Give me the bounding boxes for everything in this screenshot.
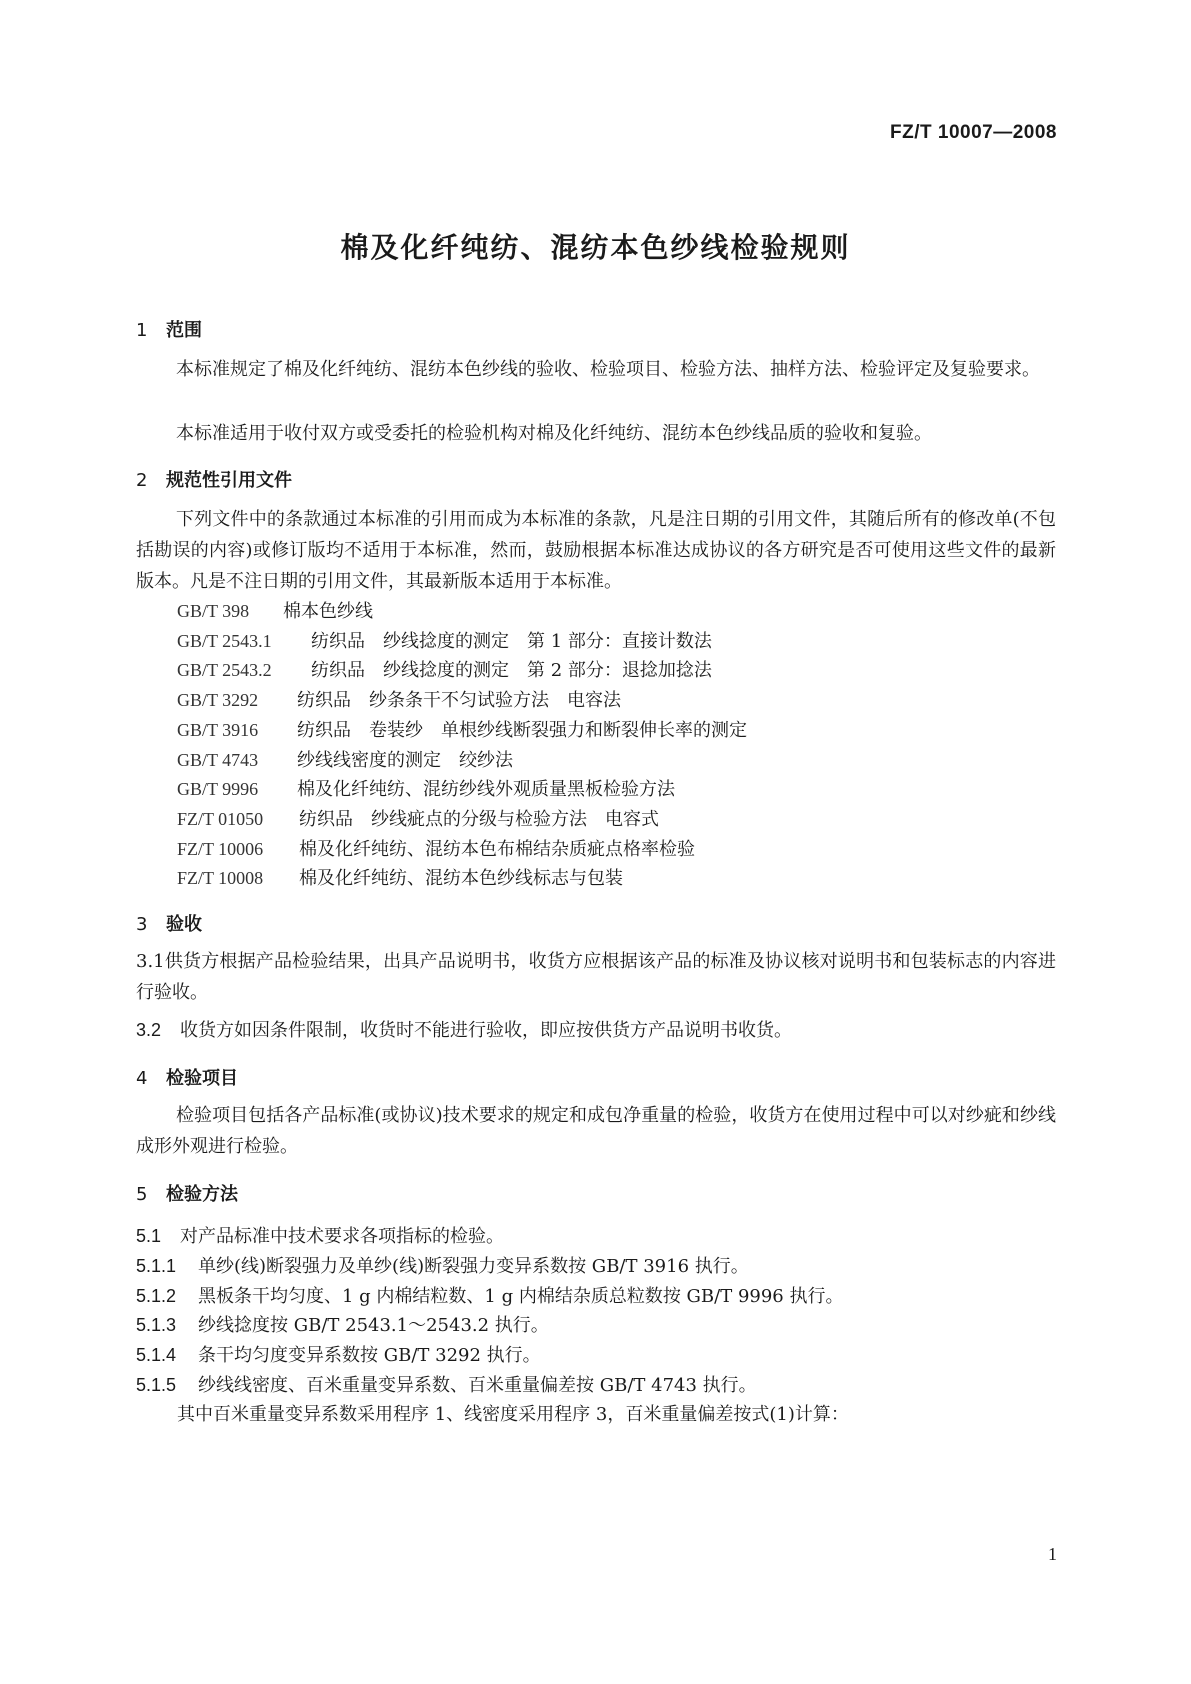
reference-title: 纺织品 纱线捻度的测定 第 2 部分：退捻加捻法 xyxy=(311,660,712,681)
reference-item xyxy=(177,805,659,831)
reference-title: 棉及化纤纯纺、混纺纱线外观质量黑板检验方法 xyxy=(297,779,675,800)
clause-number: 3.2 xyxy=(136,1020,162,1040)
reference-code: GB/T 2543.1 xyxy=(177,631,272,651)
clause-text: 对产品标准中技术要求各项指标的检验。 xyxy=(180,1226,504,1247)
clause-text: 收货方如因条件限制，收货时不能进行验收，即应按供货方产品说明书收货。 xyxy=(180,1020,792,1041)
section-number: 5 xyxy=(136,1184,148,1205)
clause-number: 5.1.3 xyxy=(136,1315,177,1335)
reference-code: GB/T 3292 xyxy=(177,690,259,710)
clause-number: 5.1.4 xyxy=(136,1345,177,1365)
reference-title: 纺织品 纱线捻度的测定 第 1 部分：直接计数法 xyxy=(311,631,712,652)
clause xyxy=(136,1282,843,1308)
clause-number: 3.1 xyxy=(136,951,165,972)
reference-title: 棉本色纱线 xyxy=(283,601,373,622)
reference-code: FZ/T 10008 xyxy=(177,868,264,888)
section-title: 检验项目 xyxy=(166,1068,238,1089)
reference-item xyxy=(177,835,695,861)
clause-number: 5.1 xyxy=(136,1226,162,1246)
clause xyxy=(136,1016,792,1042)
reference-item xyxy=(177,597,373,623)
clause-text: 黑板条干均匀度、1 g 内棉结粒数、1 g 内棉结杂质总粒数按 GB/T 9996 执行。 xyxy=(198,1286,844,1307)
section-5-heading xyxy=(136,1180,238,1206)
clause xyxy=(136,1252,749,1278)
reference-title: 纺织品 卷装纱 单根纱线断裂强力和断裂伸长率的测定 xyxy=(297,720,747,741)
clause-text: 条干均匀度变异系数按 GB/T 3292 执行。 xyxy=(198,1345,541,1366)
reference-item xyxy=(177,656,712,682)
section-number: 4 xyxy=(136,1068,148,1089)
clause xyxy=(136,1341,541,1367)
section-number: 3 xyxy=(136,914,148,935)
section-1-heading xyxy=(136,316,202,342)
paragraph: 本标准适用于收付双方或受委托的检验机构对棉及化纤纯纺、混纺本色纱线品质的验收和复验。 xyxy=(176,423,932,444)
clause-number: 5.1.5 xyxy=(136,1375,177,1395)
section-3-heading xyxy=(136,910,202,936)
reference-item xyxy=(177,716,747,742)
clause xyxy=(136,946,1056,1008)
reference-code: FZ/T 10006 xyxy=(177,839,264,859)
clause-text: 单纱(线)断裂强力及单纱(线)断裂强力变异系数按 GB/T 3916 执行。 xyxy=(198,1256,749,1277)
paragraph: 本标准规定了棉及化纤纯纺、混纺本色纱线的验收、检验项目、检验方法、抽样方法、检验评定及复验要求。 xyxy=(176,359,1040,380)
clause-text: 纱线线密度、百米重量变异系数、百米重量偏差按 GB/T 4743 执行。 xyxy=(198,1375,757,1396)
page-number: 1 xyxy=(1048,1544,1057,1564)
document-title: 棉及化纤纯纺、混纺本色纱线检验规则 xyxy=(340,231,851,264)
reference-code: GB/T 398 xyxy=(177,601,250,621)
reference-title: 纺织品 纱线疵点的分级与检验方法 电容式 xyxy=(299,809,659,830)
section-title: 验收 xyxy=(166,914,202,935)
section-number: 1 xyxy=(136,320,148,341)
clause xyxy=(136,1222,504,1248)
clause-text: 供货方根据产品检验结果，出具产品说明书，收货方应根据该产品的标准及协议核对说明书和包装标志的内容进行验收。 xyxy=(136,951,1056,1003)
paragraph: 检验项目包括各产品标准(或协议)技术要求的规定和成包净重量的检验，收货方在使用过程中可以对纱疵和纱线成形外观进行检验。 xyxy=(136,1105,1056,1157)
reference-item xyxy=(177,775,675,801)
reference-code: GB/T 2543.2 xyxy=(177,660,272,680)
section-title: 范围 xyxy=(166,320,202,341)
section-4-heading xyxy=(136,1064,238,1090)
reference-item xyxy=(177,746,513,772)
reference-code: GB/T 4743 xyxy=(177,750,259,770)
reference-item xyxy=(177,686,621,712)
section-number: 2 xyxy=(136,470,148,491)
reference-item xyxy=(177,627,712,653)
reference-code: GB/T 3916 xyxy=(177,720,259,740)
reference-title: 棉及化纤纯纺、混纺本色纱线标志与包装 xyxy=(299,868,623,889)
clause xyxy=(136,1371,757,1397)
standard-code: FZ/T 10007—2008 xyxy=(890,122,1057,143)
clause-number: 5.1.1 xyxy=(136,1256,177,1276)
paragraph: 其中百米重量变异系数采用程序 1、线密度采用程序 3，百米重量偏差按式(1)计算： xyxy=(177,1404,849,1425)
section-title: 规范性引用文件 xyxy=(166,470,292,491)
reference-code: FZ/T 01050 xyxy=(177,809,264,829)
reference-title: 棉及化纤纯纺、混纺本色布棉结杂质疵点格率检验 xyxy=(299,839,695,860)
clause-text: 纱线捻度按 GB/T 2543.1～2543.2 执行。 xyxy=(198,1315,549,1336)
section-title: 检验方法 xyxy=(166,1184,238,1205)
paragraph: 下列文件中的条款通过本标准的引用而成为本标准的条款，凡是注日期的引用文件，其随后所有的修改单(不包括勘误的内容)或修订版均不适用于本标准，然而，鼓励根据本标准达成协议的各方研究是否可使用这些文件的最新版本。凡是不注日期的引用文件，其最新版本适用于本标准。 xyxy=(136,509,1056,592)
reference-title: 纱线线密度的测定 绞纱法 xyxy=(297,750,513,771)
reference-item xyxy=(177,864,623,890)
clause xyxy=(136,1311,549,1337)
reference-code: GB/T 9996 xyxy=(177,779,259,799)
clause-number: 5.1.2 xyxy=(136,1286,177,1306)
section-2-heading xyxy=(136,466,292,492)
reference-title: 纺织品 纱条条干不匀试验方法 电容法 xyxy=(297,690,621,711)
